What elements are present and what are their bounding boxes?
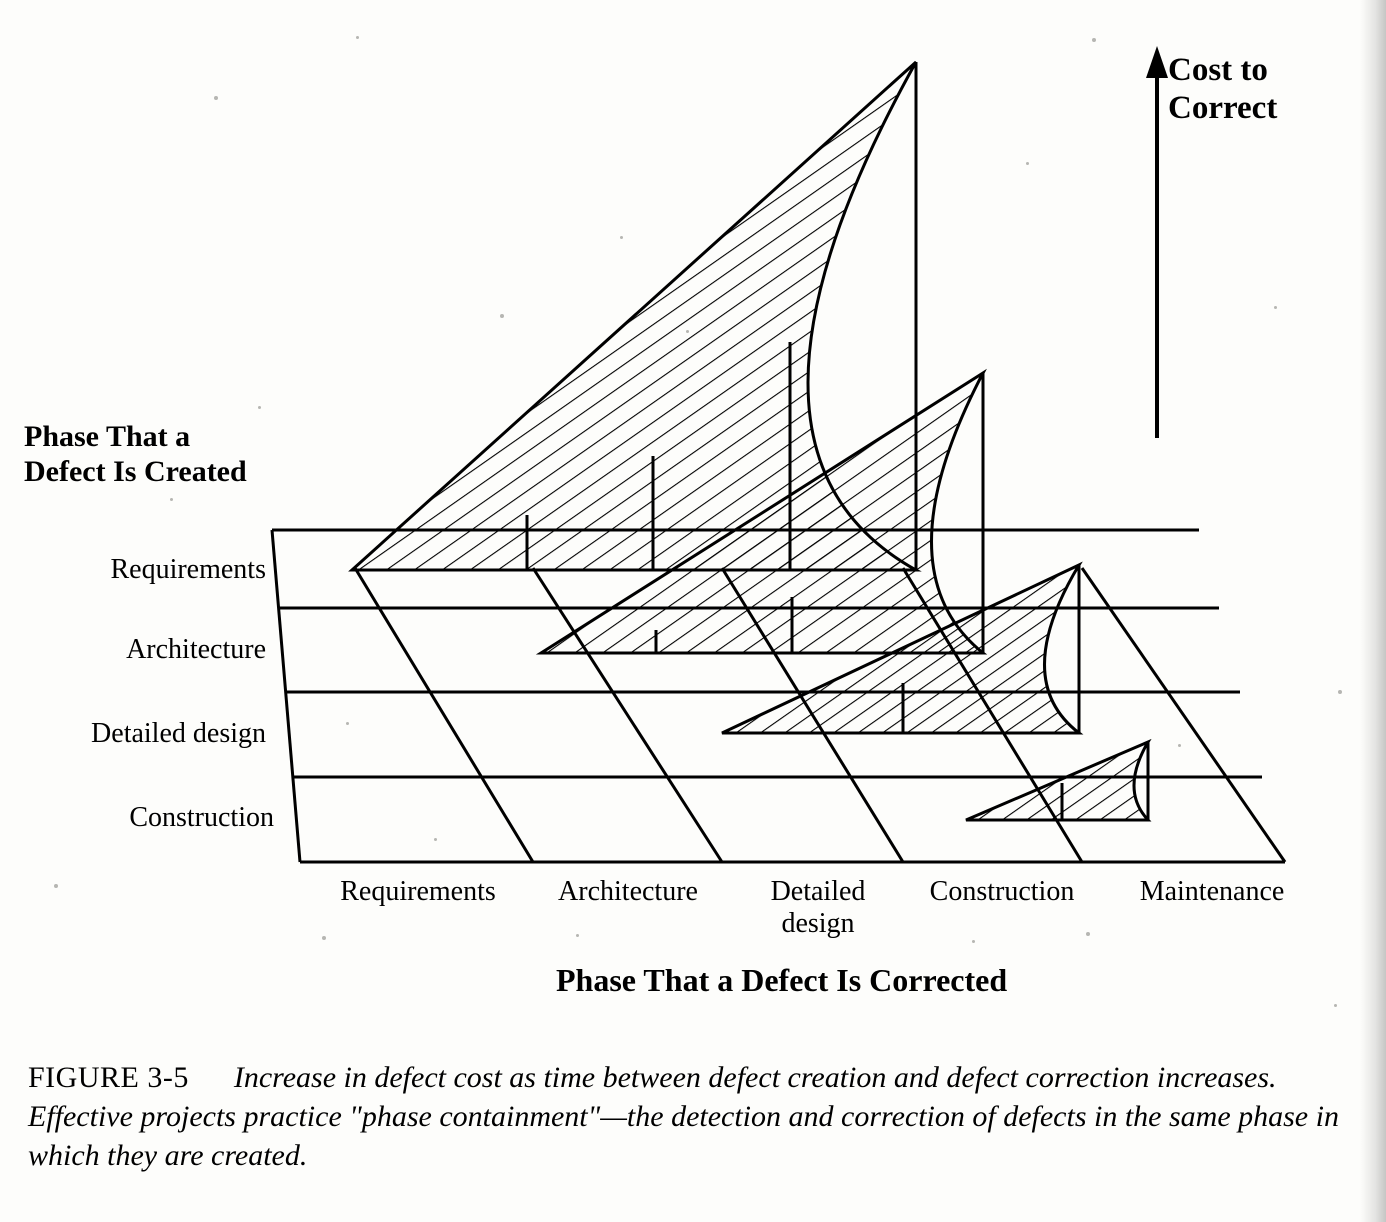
scan-speck xyxy=(214,96,218,100)
scan-speck xyxy=(1274,306,1277,309)
created-axis-title xyxy=(24,420,247,489)
scan-speck xyxy=(500,314,504,318)
corrected-axis-title: Phase That a Defect Is Corrected xyxy=(556,962,1008,998)
scan-speck xyxy=(1092,38,1096,42)
cost-axis-arrow xyxy=(1146,46,1168,438)
scan-speck xyxy=(620,236,623,239)
corrected-tick-construction: Construction xyxy=(929,876,1075,907)
scan-speck xyxy=(686,330,689,333)
created-tick-construction: Construction xyxy=(129,802,274,833)
created-tick-requirements: Requirements xyxy=(110,554,266,585)
cost-axis-title-line2: Correct xyxy=(1168,89,1278,126)
scan-speck xyxy=(1086,932,1090,936)
corrected-tick-maintenance: Maintenance xyxy=(1139,876,1285,907)
figure-caption xyxy=(28,1058,1354,1175)
figure-number: FIGURE 3-5 xyxy=(28,1061,189,1094)
scan-speck xyxy=(322,936,326,940)
cost-axis-title-line1: Cost to xyxy=(1168,52,1268,88)
scan-speck xyxy=(346,722,349,725)
cost-axis-title xyxy=(1168,52,1277,128)
scan-speck xyxy=(54,884,58,888)
figure-caption-text: Increase in defect cost as time between defect creation and defect correction increases. Effective projects practice "phase containment"—the detection and correction of defects in the same phase in which they are created. xyxy=(28,1061,1339,1172)
scan-speck xyxy=(576,934,579,937)
scan-speck xyxy=(1178,744,1181,747)
corrected-tick-architecture: Architecture xyxy=(558,876,698,907)
scan-speck xyxy=(972,940,975,943)
corrected-tick-requirements: Requirements xyxy=(340,876,496,907)
scan-speck xyxy=(356,36,359,39)
scan-speck xyxy=(258,406,261,409)
corrected-tick-detailed-design-line2: design xyxy=(781,908,855,940)
created-tick-detailed-design: Detailed design xyxy=(91,718,266,749)
scan-speck xyxy=(434,838,437,841)
created-tick-architecture: Architecture xyxy=(126,634,266,665)
series-requirements-wedge xyxy=(352,62,916,570)
created-axis-title-line1: Phase That a xyxy=(24,420,191,453)
corrected-tick-detailed-design xyxy=(738,876,898,940)
corrected-tick-detailed-design-line1: Detailed xyxy=(770,876,866,907)
scan-speck xyxy=(1338,690,1342,694)
scan-speck xyxy=(1026,162,1029,165)
scan-speck xyxy=(170,498,173,501)
series-construction-wedge xyxy=(966,742,1148,820)
created-axis-title-line2: Defect Is Created xyxy=(24,454,247,488)
scan-speck xyxy=(1334,1004,1337,1007)
